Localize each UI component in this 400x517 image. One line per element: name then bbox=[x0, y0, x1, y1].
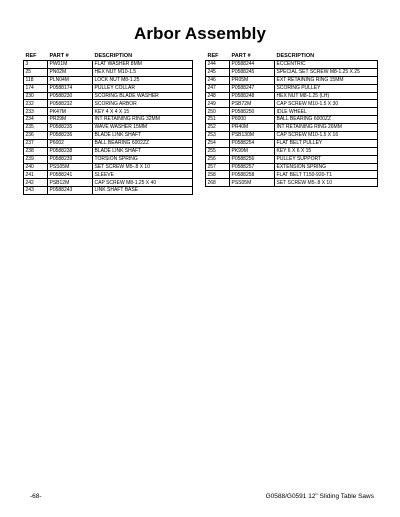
part-number-cell: PR40M bbox=[230, 124, 275, 132]
description-cell: SPECIAL SET SCREW M8-1.25 X 25 bbox=[275, 68, 378, 76]
page-title: Arbor Assembly bbox=[133, 24, 267, 43]
part-number-cell: P0588256 bbox=[230, 155, 275, 163]
parts-table-left bbox=[23, 52, 193, 195]
ref-cell: 256 bbox=[206, 155, 230, 163]
table-row bbox=[206, 68, 378, 76]
description-cell: SCORING PULLEY bbox=[275, 84, 378, 92]
ref-cell: 247 bbox=[206, 84, 230, 92]
ref-cell: 233 bbox=[24, 108, 48, 116]
ref-cell: 118 bbox=[24, 76, 48, 84]
description-cell: SCORING BLADE WASHER bbox=[93, 92, 193, 100]
ref-cell: 242 bbox=[24, 179, 48, 187]
part-number-cell: P6002 bbox=[48, 139, 93, 147]
description-cell: FLAT BELT PULLEY bbox=[275, 139, 378, 147]
part-number-cell: PSB12M bbox=[48, 179, 93, 187]
part-number-cell: P0588247 bbox=[230, 84, 275, 92]
table-row bbox=[206, 139, 378, 147]
parts-table-right bbox=[205, 52, 378, 187]
description-cell: FLAT BELT T150-920-T1 bbox=[275, 171, 378, 179]
part-number-cell: P0588257 bbox=[230, 163, 275, 171]
part-number-cell: P0588174 bbox=[48, 84, 93, 92]
part-number-cell: PK47M bbox=[48, 108, 93, 116]
ref-cell: 236 bbox=[24, 132, 48, 140]
ref-cell: 237 bbox=[24, 139, 48, 147]
description-cell: BALL BEARING 6002ZZ bbox=[93, 139, 193, 147]
ref-cell: 174 bbox=[24, 84, 48, 92]
ref-cell: 255 bbox=[206, 147, 230, 155]
table-row bbox=[206, 179, 378, 187]
table-row bbox=[24, 68, 193, 76]
description-cell: EXT RETAINING RING 15MM bbox=[275, 76, 378, 84]
parts-list-left bbox=[24, 61, 193, 195]
part-column-header: PART # bbox=[231, 53, 251, 59]
ref-cell: 234 bbox=[24, 116, 48, 124]
table-row bbox=[24, 124, 193, 132]
description-cell: CAP SCREW M10-1.5 X 30 bbox=[275, 100, 378, 108]
ref-cell: 252 bbox=[206, 124, 230, 132]
table-row bbox=[24, 100, 193, 108]
table-row bbox=[24, 155, 193, 163]
ref-cell: 244 bbox=[206, 61, 230, 69]
ref-cell: 246 bbox=[206, 76, 230, 84]
description-cell: LOCK NUT M8-1.25 bbox=[93, 76, 193, 84]
ref-cell: 253 bbox=[206, 132, 230, 140]
description-cell: INT RETAINING RING 32MM bbox=[93, 116, 193, 124]
ref-cell: 25 bbox=[24, 68, 48, 76]
table-row bbox=[206, 116, 378, 124]
table-row bbox=[206, 132, 378, 140]
part-number-cell: PSB130M bbox=[230, 132, 275, 140]
table-row bbox=[24, 139, 193, 147]
part-number-cell: P0588250 bbox=[230, 108, 275, 116]
description-cell: LINK SHAFT BASE bbox=[93, 187, 193, 195]
ref-cell: 232 bbox=[24, 100, 48, 108]
description-cell: SET SCREW M5-.8 X 10 bbox=[93, 163, 193, 171]
description-cell: PULLEY SUPPORT bbox=[275, 155, 378, 163]
part-number-cell: P0588254 bbox=[230, 139, 275, 147]
table-row bbox=[24, 163, 193, 171]
description-cell: HEX NUT M8-1.25 (LH) bbox=[275, 92, 378, 100]
part-number-cell: P0588248 bbox=[230, 92, 275, 100]
description-cell: CAP SCREW M8-1.25 X 40 bbox=[93, 179, 193, 187]
part-number-cell: PSB72M bbox=[230, 100, 275, 108]
ref-cell: 3 bbox=[24, 61, 48, 69]
part-number-cell: PN02M bbox=[48, 68, 93, 76]
part-number-cell: P0588245 bbox=[230, 68, 275, 76]
table-row bbox=[24, 108, 193, 116]
part-number-cell: P0588235 bbox=[48, 124, 93, 132]
page-number: -68- bbox=[30, 493, 42, 500]
description-cell: EXTENSION SPRING bbox=[275, 163, 378, 171]
table-row bbox=[24, 92, 193, 100]
table-row bbox=[206, 124, 378, 132]
part-number-cell: P0588241 bbox=[48, 171, 93, 179]
description-cell: WAVE WASHER 15MM bbox=[93, 124, 193, 132]
description-cell: TORSION SPRING bbox=[93, 155, 193, 163]
table-row bbox=[24, 76, 193, 84]
part-number-cell: PSS05M bbox=[230, 179, 275, 187]
description-cell: BLADE LINK SHAFT bbox=[93, 147, 193, 155]
table-row bbox=[24, 84, 193, 92]
part-number-cell: P0588258 bbox=[230, 171, 275, 179]
ref-cell: 268 bbox=[206, 179, 230, 187]
description-cell: IDLE WHEEL bbox=[275, 108, 378, 116]
description-column-header: DESCRIPTION bbox=[94, 53, 133, 59]
ref-cell: 258 bbox=[206, 171, 230, 179]
ref-cell: 249 bbox=[206, 100, 230, 108]
ref-cell: 251 bbox=[206, 116, 230, 124]
description-cell: SET SCREW M5-.8 X 10 bbox=[275, 179, 378, 187]
ref-cell: 254 bbox=[206, 139, 230, 147]
part-number-cell: P0588230 bbox=[48, 92, 93, 100]
table-header-row bbox=[24, 52, 193, 61]
description-column-header: DESCRIPTION bbox=[276, 53, 315, 59]
part-number-cell: P0588243 bbox=[48, 187, 93, 195]
table-row bbox=[206, 147, 378, 155]
table-row bbox=[206, 100, 378, 108]
table-row bbox=[24, 171, 193, 179]
description-cell: CAP SCREW M10-1.5 X 16 bbox=[275, 132, 378, 140]
table-row bbox=[24, 179, 193, 187]
table-row bbox=[206, 171, 378, 179]
part-number-cell: PR29M bbox=[48, 116, 93, 124]
part-number-cell: P6000 bbox=[230, 116, 275, 124]
ref-column-header: REF bbox=[25, 53, 37, 59]
ref-cell: 245 bbox=[206, 68, 230, 76]
description-cell: BLADE LINK SHAFT bbox=[93, 132, 193, 140]
ref-cell: 235 bbox=[24, 124, 48, 132]
model-footer: G0588/G0591 12" Sliding Table Saws bbox=[265, 493, 374, 500]
ref-cell: 250 bbox=[206, 108, 230, 116]
description-cell: BALL BEARING 6000ZZ bbox=[275, 116, 378, 124]
table-row bbox=[24, 187, 193, 195]
table-row bbox=[24, 132, 193, 140]
ref-cell: 257 bbox=[206, 163, 230, 171]
part-number-cell: P0588236 bbox=[48, 132, 93, 140]
ref-cell: 239 bbox=[24, 155, 48, 163]
table-header-row bbox=[206, 52, 378, 61]
ref-cell: 240 bbox=[24, 163, 48, 171]
part-number-cell: P0588244 bbox=[230, 61, 275, 69]
description-cell: INT RETAINING RING 26MM bbox=[275, 124, 378, 132]
description-cell: FLAT WASHER 8MM bbox=[93, 61, 193, 69]
ref-cell: 248 bbox=[206, 92, 230, 100]
part-number-cell: P0588232 bbox=[48, 100, 93, 108]
table-row bbox=[206, 108, 378, 116]
part-number-cell: P0588239 bbox=[48, 155, 93, 163]
part-number-cell: PK99M bbox=[230, 147, 275, 155]
part-number-cell: PSS05M bbox=[48, 163, 93, 171]
ref-column-header: REF bbox=[207, 53, 219, 59]
table-row bbox=[206, 92, 378, 100]
part-column-header: PART # bbox=[49, 53, 69, 59]
table-row bbox=[206, 61, 378, 69]
table-row bbox=[24, 61, 193, 69]
description-cell: ECCENTRIC bbox=[275, 61, 378, 69]
description-cell: PULLEY COLLAR bbox=[93, 84, 193, 92]
ref-cell: 241 bbox=[24, 171, 48, 179]
ref-cell: 230 bbox=[24, 92, 48, 100]
description-cell: KEY 4 X 4 X 15 bbox=[93, 108, 193, 116]
description-cell: SLEEVE bbox=[93, 171, 193, 179]
part-number-cell: P0588238 bbox=[48, 147, 93, 155]
parts-list-right bbox=[206, 61, 378, 187]
description-cell: HEX NUT M10-1.5 bbox=[93, 68, 193, 76]
table-row bbox=[206, 163, 378, 171]
table-row bbox=[206, 84, 378, 92]
ref-cell: 243 bbox=[24, 187, 48, 195]
part-number-cell: PLN04M bbox=[48, 76, 93, 84]
description-cell: SCORING ARBOR bbox=[93, 100, 193, 108]
table-row bbox=[24, 147, 193, 155]
description-cell: KEY 6 X 6 X 15 bbox=[275, 147, 378, 155]
part-number-cell: PW01M bbox=[48, 61, 93, 69]
table-row bbox=[206, 155, 378, 163]
part-number-cell: PR05M bbox=[230, 76, 275, 84]
ref-cell: 238 bbox=[24, 147, 48, 155]
table-row bbox=[206, 76, 378, 84]
table-row bbox=[24, 116, 193, 124]
